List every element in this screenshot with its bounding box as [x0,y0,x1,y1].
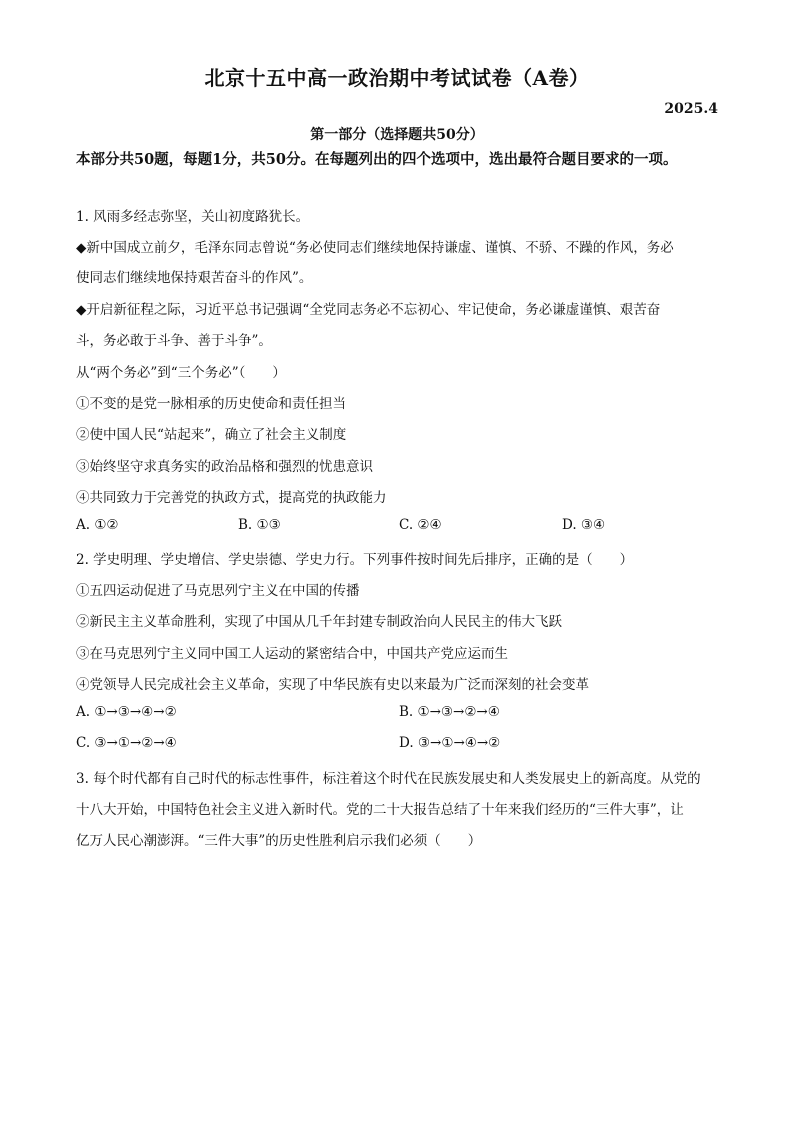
q1-quote-1: ◆新中国成立前夕，毛泽东同志曾说“务必使同志们继续地保持谦虚、谨慎、不骄、不躁的作风，务必 [76,240,674,256]
q2-item-2: ②新民主主义革命胜利，实现了中国从几千年封建专制政治向人民民主的伟大飞跃 [76,614,562,630]
q1-quote-2: ◆开启新征程之际，习近平总书记强调“全党同志务必不忘初心、牢记使命，务必谦虚谨慎、艰苦奋 [76,302,661,318]
q3-stem-line-1: 3. 每个时代都有自己时代的标志性事件，标注着这个时代在民族发展史和人类发展史上的新高度。从党的 [76,771,701,787]
section-heading: 第一部分（选择题共50分） [310,127,484,143]
q1-item-4: ④共同致力于完善党的执政方式，提高党的执政能力 [76,490,387,506]
q1-quote-1-cont: 使同志们继续地保持艰苦奋斗的作风”。 [76,270,313,286]
q1-item-1: ①不变的是党一脉相承的历史使命和责任担当 [76,396,346,412]
q2-item-4: ④党领导人民完成社会主义革命，实现了中华民族有史以来最为广泛而深刻的社会变革 [76,677,589,693]
q1-stem: 1. 风雨多经志弥坚，关山初度路犹长。 [76,209,310,225]
exam-title: 北京十五中高一政治期中考试试卷（A卷） [204,66,590,90]
q1-quote-2-cont: 斗，务必敢于斗争、善于斗争”。 [76,333,272,349]
q1-item-2: ②使中国人民“站起来”，确立了社会主义制度 [76,427,347,443]
section-instruction: 本部分共50题，每题1分，共50分。在每题列出的四个选项中，选出最符合题目要求的一项。 [76,151,678,168]
q2-option-c: C. ③→①→②→④ [76,735,177,751]
q1-option-d: D. ③④ [562,517,606,533]
q1-item-3: ③始终坚守求真务实的政治品格和强烈的忧患意识 [76,459,373,475]
q3-stem-line-2: 十八大开始，中国特色社会主义进入新时代。党的二十大报告总结了十年来我们经历的“三件大事”，让 [76,802,684,818]
q3-stem-line-3: 亿万人民心潮澎湃。“三件大事”的历史性胜利启示我们必须（ ） [76,833,482,849]
q1-question: 从“两个务必”到“三个务必”（ ） [76,365,286,381]
q2-item-3: ③在马克思列宁主义同中国工人运动的紧密结合中，中国共产党应运而生 [76,646,508,662]
q1-option-a: A. ①② [76,517,119,533]
q2-option-d: D. ③→①→④→② [399,735,501,751]
q2-option-b: B. ①→③→②→④ [399,704,500,720]
q2-option-a: A. ①→③→④→② [76,704,177,720]
exam-date: 2025.4 [664,101,718,117]
q2-stem: 2. 学史明理、学史增信、学史崇德、学史力行。下列事件按时间先后排序，正确的是（ ） [76,552,634,568]
q1-option-b: B. ①③ [238,517,281,533]
q1-option-c: C. ②④ [399,517,442,533]
q2-item-1: ①五四运动促进了马克思列宁主义在中国的传播 [76,583,360,599]
